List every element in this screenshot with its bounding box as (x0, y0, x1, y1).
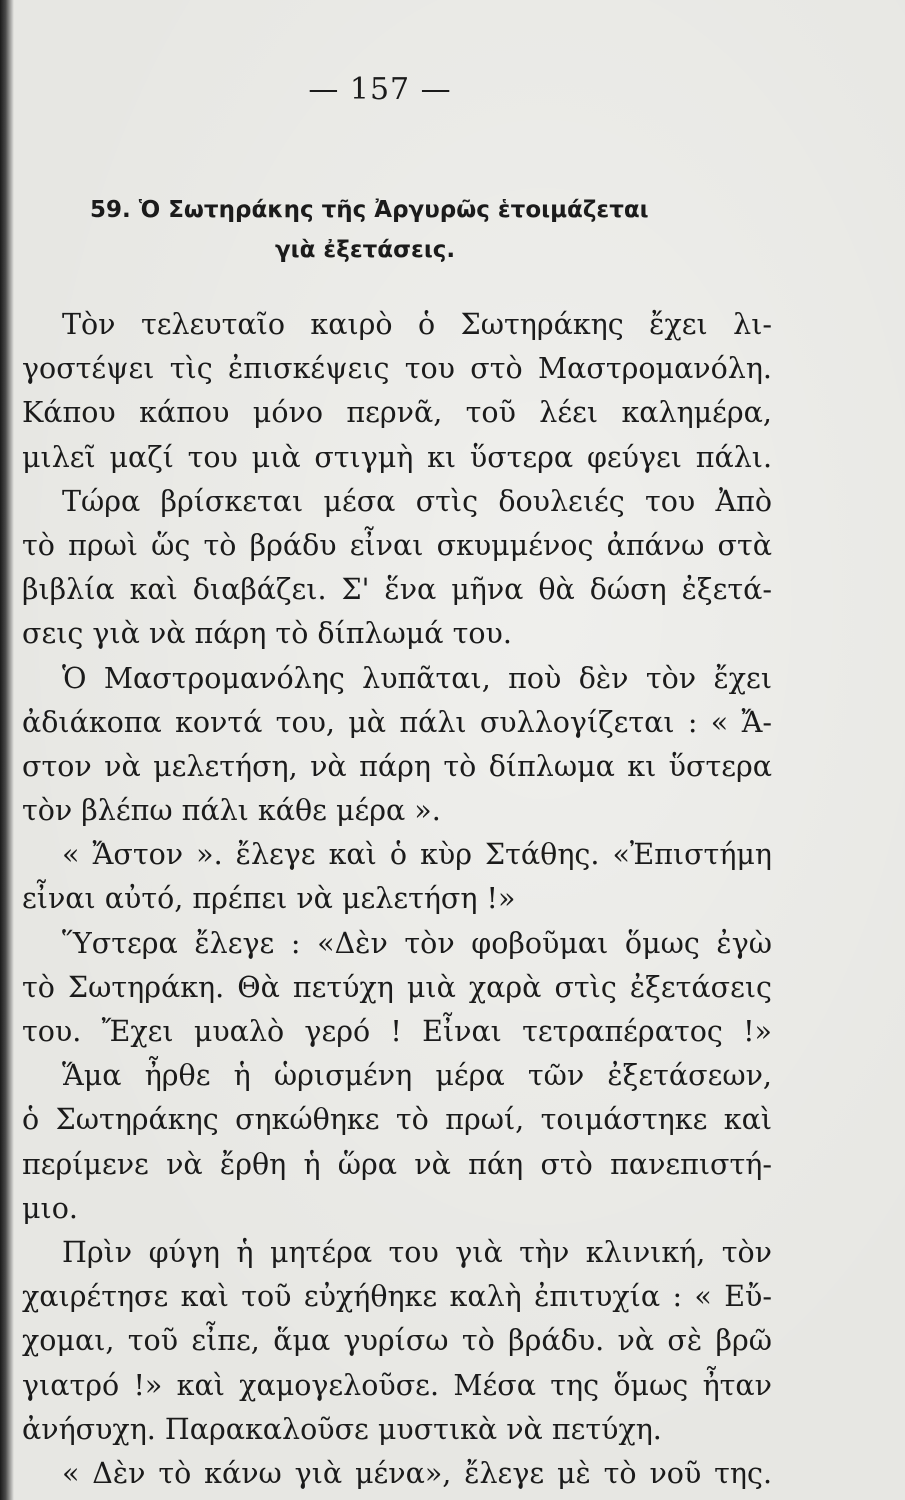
text-line: Ὕστερα ἔλεγε : «Δὲν τὸν φοβοῦμαι ὅμως ἐγὼ (62, 926, 772, 960)
text-line: εἶναι αὐτό, πρέπει νὰ μελετήση !» (22, 882, 516, 916)
text-line: « Δὲν τὸ κάνω γιὰ μένα», ἔλεγε μὲ τὸ νοῦ της. (62, 1456, 772, 1490)
text-line: τὸ Σωτηράκη. Θὰ πετύχη μιὰ χαρὰ στὶς ἐξετάσεις (22, 970, 772, 1004)
text-line: « Ἄστον ». ἔλεγε καὶ ὁ κὺρ Στάθης. «Ἐπιστήμη (62, 838, 772, 872)
text-line: γιατρό !» καὶ χαμογελοῦσε. Μέσα της ὅμως ἦταν (22, 1368, 772, 1402)
text-line: ὁ Σωτηράκης σηκώθηκε τὸ πρωί, τοιμάστηκε καὶ (22, 1103, 772, 1137)
text-line: Κάπου κάπου μόνο περνᾶ, τοῦ λέει καλημέρα, (22, 396, 772, 430)
text-line: τὸν βλέπω πάλι κάθε μέρα ». (22, 794, 441, 828)
page-edge-shadow (0, 0, 14, 1500)
text-line: Ἅμα ἦρθε ἡ ὡρισμένη μέρα τῶν ἐξετάσεων, (62, 1059, 772, 1093)
text-line: Τώρα βρίσκεται μέσα στὶς δουλειές του Ἀπὸ (62, 484, 772, 518)
heading-line-1: 59. Ὁ Σωτηράκης τῆς Ἀργυρῶς ἑτοιμάζεται (90, 197, 649, 223)
text-line: μιο. (22, 1191, 78, 1225)
text-line: σεις γιὰ νὰ πάρη τὸ δίπλωμά του. (22, 617, 512, 651)
text-line: Τὸν τελευταῖο καιρὸ ὁ Σωτηράκης ἔχει λι- (62, 308, 772, 341)
text-line: γοστέψει τὶς ἐπισκέψεις του στὸ Μαστρομανόλη. (22, 352, 772, 386)
chapter-heading (90, 190, 730, 270)
text-line: Πρὶν φύγη ἡ μητέρα του γιὰ τὴν κλινική, τὸν (62, 1235, 772, 1269)
text-line: μιλεῖ μαζί του μιὰ στιγμὴ κι ὕστερα φεύγει πάλι. (22, 440, 772, 474)
text-line: ἀδιάκοπα κοντά του, μὰ πάλι συλλογίζεται : « Ἄ- (22, 705, 772, 739)
text-line: στον νὰ μελετήση, νὰ πάρη τὸ δίπλωμα κι ὕστερα (22, 749, 772, 783)
page-number: — 157 — (308, 72, 452, 107)
text-line: χαιρέτησε καὶ τοῦ εὐχήθηκε καλὴ ἐπιτυχία : « Εὔ- (22, 1280, 772, 1314)
heading-line-2: γιὰ ἐξετάσεις. (275, 237, 456, 263)
text-line: βιβλία καὶ διαβάζει. Σ' ἕνα μῆνα θὰ δώση ἐξετά- (22, 573, 772, 607)
body-text (22, 303, 772, 1496)
text-line: χομαι, τοῦ εἶπε, ἅμα γυρίσω τὸ βράδυ. νὰ σὲ βρῶ (22, 1324, 772, 1358)
text-line: Ὁ Μαστρομανόλης λυπᾶται, ποὺ δὲν τὸν ἔχει (62, 661, 772, 695)
text-line: περίμενε νὰ ἔρθη ἡ ὥρα νὰ πάη στὸ πανεπιστή- (22, 1147, 772, 1181)
text-line: ἀνήσυχη. Παρακαλοῦσε μυστικὰ νὰ πετύχη. (22, 1412, 662, 1446)
text-line: του. Ἔχει μυαλὸ γερό ! Εἶναι τετραπέρατος !» (22, 1015, 772, 1048)
text-line: τὸ πρωὶ ὥς τὸ βράδυ εἶναι σκυμμένος ἀπάνω στὰ (22, 528, 772, 562)
